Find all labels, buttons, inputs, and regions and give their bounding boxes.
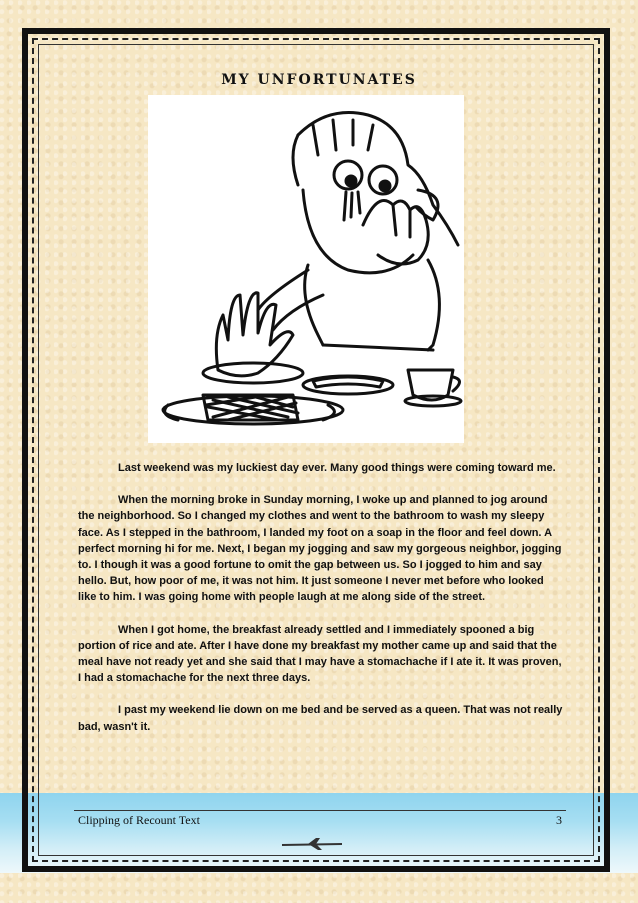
story-paragraph: Last weekend was my luckiest day ever. Many good things were coming toward me.: [118, 462, 556, 474]
page-number: 3: [556, 813, 562, 827]
story-paragraph: When I got home, the breakfast already settled and I immediately spooned a big portion of rice and ate. After I have done my breakfast my mother came up and said that the meal have not ready yet and she said that I may have a stomachache if I ate it. It was proven, I had a stomachache for the next three days.: [78, 623, 562, 685]
footer-divider: [74, 810, 566, 811]
page-title: MY UNFORTUNATES: [221, 72, 417, 88]
footer-title: Clipping of Recount Text: [78, 813, 200, 827]
cartoon-illustration: [148, 95, 464, 443]
story-paragraph: When the morning broke in Sunday morning, I woke up and planned to jog around the neighborhood. So I changed my clothes and went to the bathroom to wash my sleepy face. As I stepped in the bathroom, I landed my foot on a soap in the floor and feel down. A perfect morning hi for me. Next, I began my jogging and saw my gorgeous neighbor, jogging to. I though it was a good fortune to omit the gap between us. So I jogged to him and say hello. But, how poor of me, it was not him. It just someone I never met before who looked like to him. I was going home with people laugh at me along side of the street.: [78, 494, 562, 604]
story-text: [78, 460, 563, 751]
story-paragraph: I past my weekend lie down on me bed and be served as a queen. That was not really bad, wasn't it.: [78, 704, 563, 733]
airplane-icon: [280, 836, 344, 852]
